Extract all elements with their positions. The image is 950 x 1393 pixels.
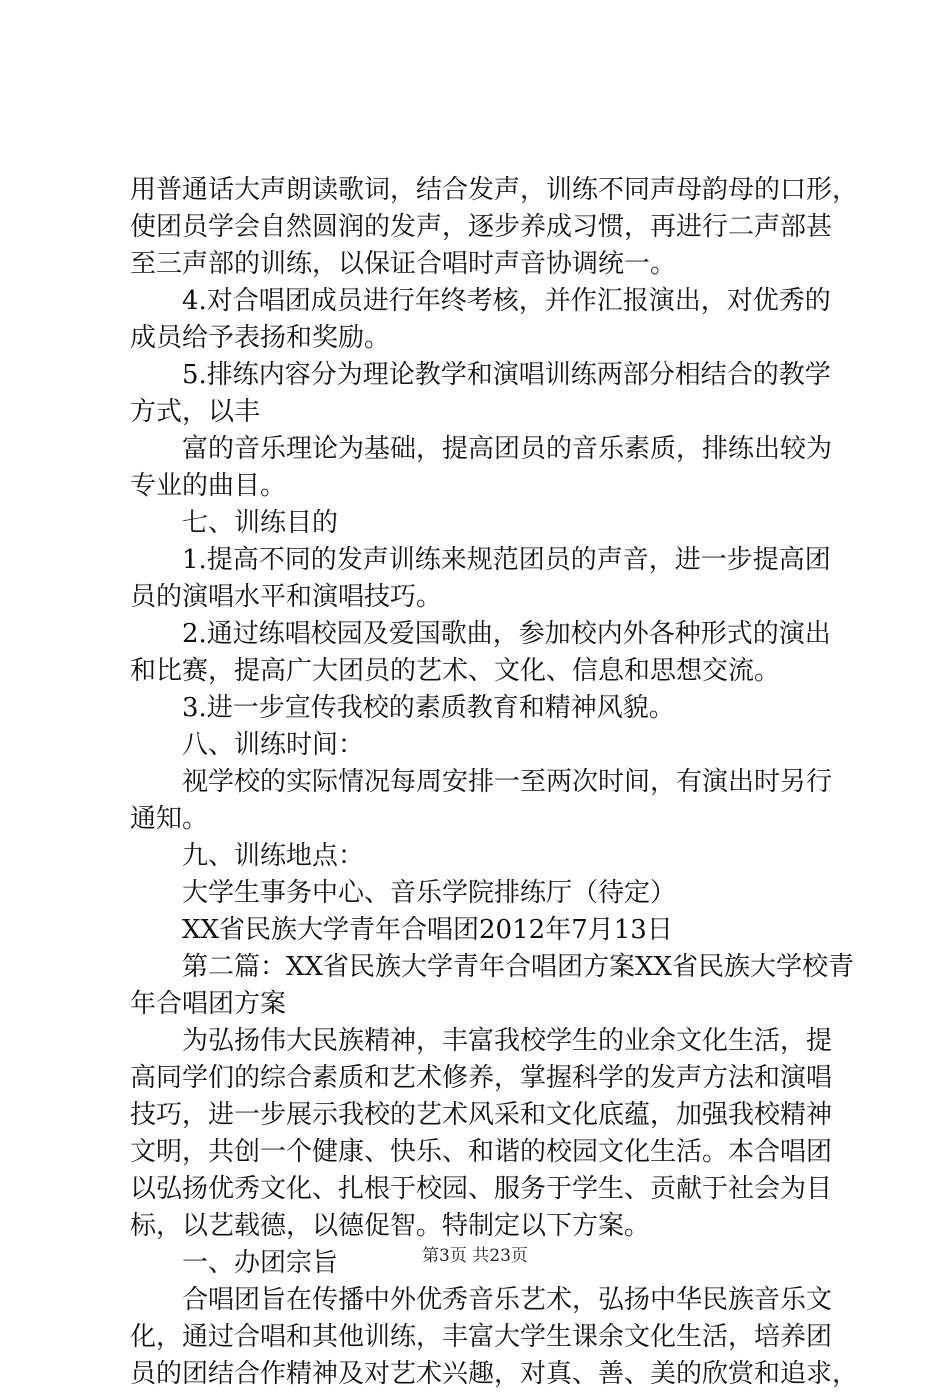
text-line: 为弘扬伟大民族精神，丰富我校学生的业余文化生活，提 <box>182 1026 833 1056</box>
text-line: 3.进一步宣传我校的素质教育和精神风貌。 <box>182 693 675 723</box>
text-line: 使团员学会自然圆润的发声，逐步养成习惯，再进行二声部甚 <box>130 212 833 242</box>
text-line: 5.排练内容分为理论教学和演唱训练两部分相结合的教学 <box>182 360 831 390</box>
text-line: 员的团结合作精神及对艺术兴趣，对真、善、美的欣赏和追求， <box>130 1359 859 1389</box>
text-line: 通知。 <box>130 804 209 834</box>
text-line: 文明，共创一个健康、快乐、和谐的校园文化生活。本合唱团 <box>130 1137 833 1167</box>
text-line: 方式，以丰 <box>130 397 261 427</box>
text-line: 七、训练目的 <box>182 508 339 538</box>
text-line: 化，通过合唱和其他训练，丰富大学生课余文化生活，培养团 <box>130 1322 833 1352</box>
document-body <box>130 172 859 1393</box>
text-line: 富的音乐理论为基础，提高团员的音乐素质，排练出较为 <box>182 434 833 464</box>
text-line: 员的演唱水平和演唱技巧。 <box>130 582 443 612</box>
text-line: 年合唱团方案 <box>130 989 287 1019</box>
text-line: 合唱团旨在传播中外优秀音乐艺术，弘扬中华民族音乐文 <box>182 1285 833 1315</box>
text-line: 九、训练地点： <box>182 841 365 871</box>
text-line: 八、训练时间： <box>182 730 365 760</box>
text-line: 第二篇：XX省民族大学青年合唱团方案XX省民族大学校青 <box>182 952 855 982</box>
text-line: 视学校的实际情况每周安排一至两次时间，有演出时另行 <box>182 767 833 797</box>
text-line: 一、办团宗旨 <box>182 1248 339 1278</box>
text-line: 1.提高不同的发声训练来规范团员的声音，进一步提高团 <box>182 545 831 575</box>
text-line: 专业的曲目。 <box>130 471 287 501</box>
text-line: 标，以艺载德，以德促智。特制定以下方案。 <box>130 1211 651 1241</box>
page-footer: 第3页 共23页 <box>422 1246 528 1266</box>
text-line: 技巧，进一步展示我校的艺术风采和文化底蕴，加强我校精神 <box>130 1100 833 1130</box>
text-line: 成员给予表扬和奖励。 <box>130 323 391 353</box>
text-line: 至三声部的训练，以保证合唱时声音协调统一。 <box>130 249 677 279</box>
text-line: 用普通话大声朗读歌词，结合发声，训练不同声母韵母的口形， <box>130 175 859 205</box>
text-line: XX省民族大学青年合唱团2012年7月13日 <box>182 915 673 945</box>
text-line: 4.对合唱团成员进行年终考核，并作汇报演出，对优秀的 <box>182 286 831 316</box>
text-line: 2.通过练唱校园及爱国歌曲，参加校内外各种形式的演出 <box>182 619 831 649</box>
text-line: 以弘扬优秀文化、扎根于校园、服务于学生、贡献于社会为目 <box>130 1174 833 1204</box>
text-line: 高同学们的综合素质和艺术修养，掌握科学的发声方法和演唱 <box>130 1063 833 1093</box>
text-line: 大学生事务中心、音乐学院排练厅（待定） <box>182 878 677 908</box>
text-line: 和比赛，提高广大团员的艺术、文化、信息和思想交流。 <box>130 656 781 686</box>
